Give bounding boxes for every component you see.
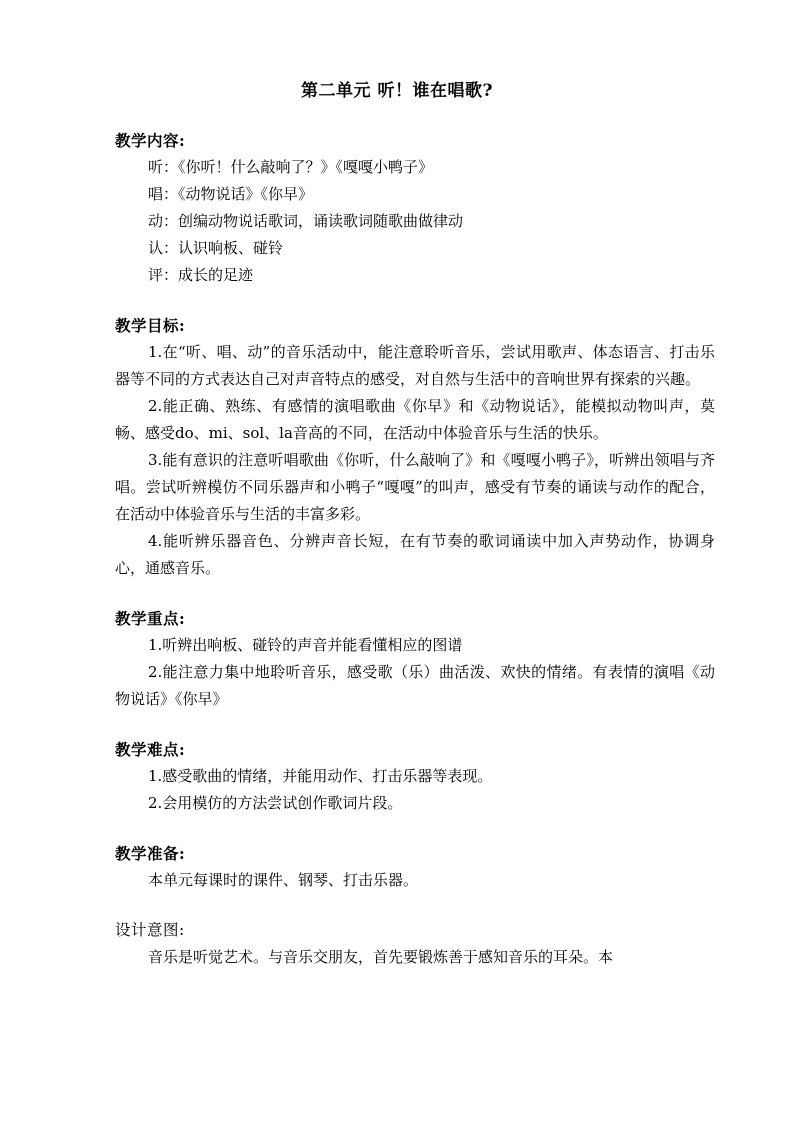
- preparation-paragraph: 本单元每课时的课件、钢琴、打击乐器。: [148, 871, 419, 889]
- keypoint-paragraph: 1.听辨出响板、碰铃的声音并能看懂相应的图谱: [148, 636, 463, 654]
- goal-paragraph: 3.能有意识的注意听唱歌曲《你听，什么敲响了》和《嘎嘎小鸭子》，听辨出领唱与齐唱。尝试听辨模仿不同乐器声和小鸭子“嘎嘎”的叫声，感受有节奏的诵读与动作的配合，在活动中体验音乐与生活的丰富多彩。: [115, 451, 715, 523]
- section-key-points: [115, 605, 715, 713]
- content-line-sing: 唱：《动物说话》《你早》: [148, 185, 314, 203]
- goal-paragraph: 2.能正确、熟练、有感情的演唱歌曲《你早》和《动物说话》，能模拟动物叫声，莫畅、感受do、mi、sol、la音高的不同，在活动中体验音乐与生活的快乐。: [115, 397, 715, 442]
- content-line-move: 动：创编动物说话歌词，诵读歌词随歌曲做律动: [148, 212, 464, 230]
- difficulty-paragraph: 2.会用模仿的方法尝试创作歌词片段。: [148, 794, 403, 812]
- section-teaching-content: [115, 127, 715, 289]
- content-line-evaluate: 评：成长的足迹: [148, 266, 254, 284]
- document-body: [115, 127, 715, 971]
- design-paragraph: 音乐是听觉艺术。与音乐交朋友，首先要锻炼善于感知音乐的耳朵。本: [148, 948, 614, 966]
- goal-paragraph: 1.在“听、唱、动”的音乐活动中，能注意聆听音乐，尝试用歌声、体态语言、打击乐器等不同的方式表达自己对声音特点的感受，对自然与生活中的音响世界有探索的兴趣。: [115, 343, 715, 388]
- page-title: 第二单元 听！谁在唱歌?: [301, 81, 493, 101]
- keypoint-paragraph: 2.能注意力集中地聆听音乐，感受歌（乐）曲活泼、欢快的情绪。有表情的演唱《动物说话》《你早》: [115, 663, 715, 708]
- section-heading: 教学准备:: [115, 844, 186, 863]
- section-heading: 设计意图:: [115, 921, 185, 939]
- section-preparation: [115, 840, 715, 894]
- section-difficulties: [115, 736, 715, 817]
- section-heading: 教学难点:: [115, 740, 186, 759]
- difficulty-paragraph: 1.感受歌曲的情绪，并能用动作、打击乐器等表现。: [148, 767, 493, 785]
- content-line-recognize: 认：认识响板、碰铃: [148, 239, 284, 257]
- section-heading: 教学内容:: [115, 131, 186, 150]
- section-heading: 教学目标:: [115, 316, 186, 335]
- section-design-intent: [115, 917, 715, 971]
- section-teaching-goals: [115, 312, 715, 582]
- section-heading: 教学重点:: [115, 609, 186, 628]
- goal-paragraph: 4.能听辨乐器音色、分辨声音长短，在有节奏的歌词诵读中加入声势动作，协调身心，通感音乐。: [115, 532, 715, 577]
- content-line-listen: 听：《你听！什么敲响了？》《嘎嘎小鸭子》: [148, 158, 434, 176]
